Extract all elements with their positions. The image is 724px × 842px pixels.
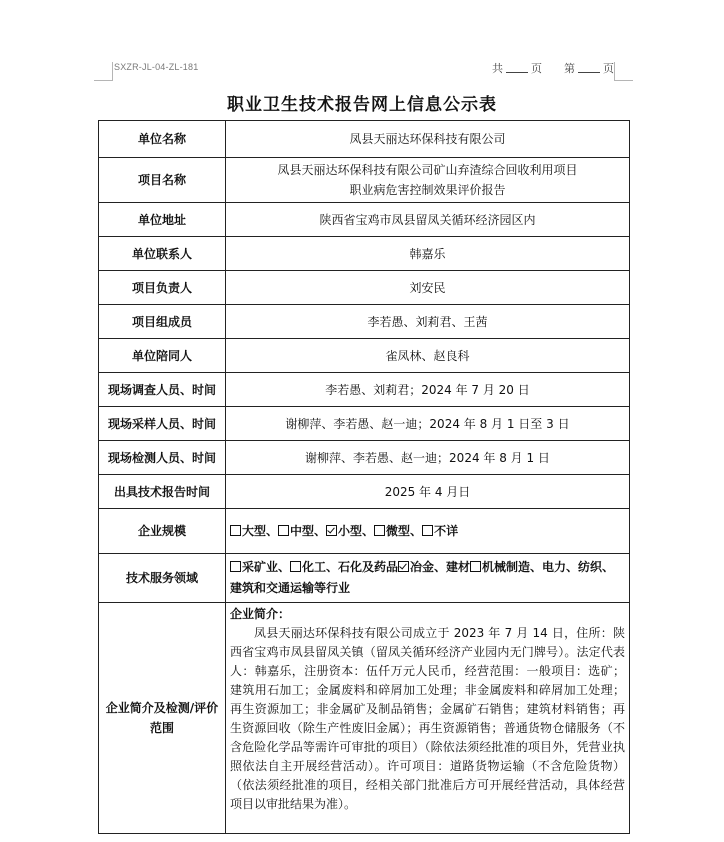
row-label: 单位名称 (99, 121, 226, 158)
option-label: 微型、 (386, 524, 423, 538)
table-row (99, 475, 630, 509)
table-row-service (99, 554, 630, 603)
crop-mark-top-right (614, 62, 633, 81)
row-label: 出具技术报告时间 (99, 475, 226, 509)
row-value: 雀凤林、赵良科 (226, 339, 630, 373)
table-row (99, 407, 630, 441)
row-label: 单位地址 (99, 203, 226, 237)
option-label: 采矿业、 (242, 560, 291, 574)
row-value (226, 158, 630, 203)
table-row (99, 158, 630, 203)
row-label: 项目名称 (99, 158, 226, 203)
document-title: 职业卫生技术报告网上信息公示表 (227, 95, 497, 115)
row-value: 陕西省宝鸡市凤县留凤关循环经济园区内 (226, 203, 630, 237)
option-label: 不详 (434, 524, 459, 538)
document-code: SXZR-JL-04-ZL-181 (114, 62, 199, 72)
table-row-intro (99, 603, 630, 834)
project-name-line2: 职业病危害控制效果评价报告 (349, 183, 506, 197)
checkbox-machinery (470, 561, 481, 572)
row-value: 韩嘉乐 (226, 237, 630, 271)
checkbox-unknown (422, 525, 433, 536)
table-row (99, 373, 630, 407)
row-label (99, 603, 226, 834)
table-row (99, 305, 630, 339)
intro-heading: 企业简介： (230, 607, 291, 621)
total-pages-prefix: 共 (492, 63, 503, 75)
intro-label-line2: 范围 (149, 721, 174, 735)
option-label: 中型、 (290, 524, 327, 538)
info-table (98, 120, 630, 834)
option-label: 大型、 (242, 524, 279, 538)
row-value: 谢柳萍、李若愚、赵一迪；2024 年 8 月 1 日至 3 日 (226, 407, 630, 441)
intro-paragraph: 凤县天丽达环保科技有限公司成立于 2023 年 7 月 14 日，住所：陕西省宝鸡市凤县留凤关镇（留凤关循环经济产业园内无门牌号）。法定代表人：韩嘉乐，注册资本：伍仟万元人民币，经营范围：一般项目：选矿；建筑用石加工；金属废料和碎屑加工处理；非金属废料和碎屑加工处理；再生资源加工；非金属矿及制品销售；金属矿石销售；建筑材料销售；再生资源回收（除生产性废旧金属）；再生资源销售；普通货物仓储服务（不含危险化学品等需许可审批的项目）（除依法须经批准的项目外，凭营业执照依法自主开展经营活动）。许可项目：道路货物运输（不含危险货物）（依法须经批准的项目，经相关部门批准后方可开展经营活动，具体经营项目以审批结果为准）。 (230, 626, 625, 811)
service-line1 (230, 557, 625, 578)
table-row-scale (99, 509, 630, 554)
checkbox-small-checked (326, 525, 337, 536)
row-label: 现场检测人员、时间 (99, 441, 226, 475)
page-number-suffix: 页 (603, 63, 614, 75)
project-name-line1: 凤县天丽达环保科技有限公司矿山弃渣综合回收利用项目 (277, 163, 578, 177)
row-value: 凤县天丽达环保科技有限公司 (226, 121, 630, 158)
total-pages-suffix: 页 (531, 63, 542, 75)
table-row (99, 271, 630, 305)
table-row (99, 121, 630, 158)
table-row (99, 339, 630, 373)
row-label: 单位联系人 (99, 237, 226, 271)
service-options (226, 554, 630, 603)
checkbox-large (230, 525, 241, 536)
checkbox-medium (278, 525, 289, 536)
option-label: 冶金、建材 (410, 560, 471, 574)
row-value: 李若愚、刘莉君；2024 年 7 月 20 日 (226, 373, 630, 407)
page-count (492, 60, 614, 76)
table-row (99, 441, 630, 475)
scale-options (226, 509, 630, 554)
row-value: 谢柳萍、李若愚、赵一迪；2024 年 8 月 1 日 (226, 441, 630, 475)
row-value: 刘安民 (226, 271, 630, 305)
option-label: 机械制造、电力、纺织、 (482, 560, 615, 574)
table-row (99, 203, 630, 237)
row-value: 李若愚、刘莉君、王茜 (226, 305, 630, 339)
row-label: 现场调查人员、时间 (99, 373, 226, 407)
checkbox-micro (374, 525, 385, 536)
row-label: 项目负责人 (99, 271, 226, 305)
row-label: 项目组成员 (99, 305, 226, 339)
checkbox-chemical (290, 561, 301, 572)
row-label: 技术服务领域 (99, 554, 226, 603)
row-label: 现场采样人员、时间 (99, 407, 226, 441)
checkbox-mining (230, 561, 241, 572)
page-number-prefix: 第 (564, 63, 575, 75)
service-line2: 建筑和交通运输等行业 (230, 581, 351, 595)
option-label: 化工、石化及药品 (302, 560, 399, 574)
option-label: 小型、 (338, 524, 375, 538)
checkbox-metallurgy-checked (398, 561, 409, 572)
row-value: 2025 年 4 月日 (226, 475, 630, 509)
row-label: 企业规模 (99, 509, 226, 554)
intro-label-line1: 企业简介及检测/评价 (105, 701, 219, 715)
row-label: 单位陪同人 (99, 339, 226, 373)
crop-mark-top-left (94, 62, 113, 81)
table-row (99, 237, 630, 271)
intro-content (226, 603, 630, 834)
